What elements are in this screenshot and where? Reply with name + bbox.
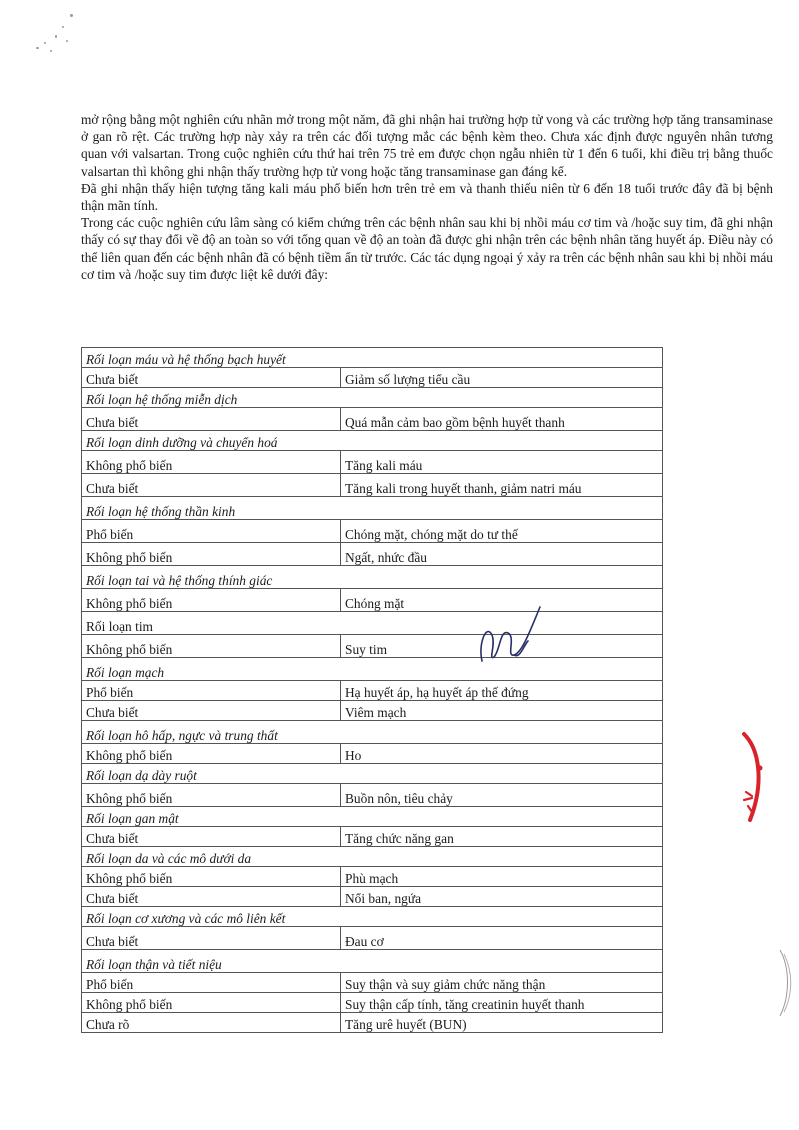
table-row — [82, 827, 663, 847]
table-row — [82, 973, 663, 993]
table-row — [82, 408, 663, 431]
body-text — [81, 111, 773, 283]
table-row — [82, 867, 663, 887]
category-cell: Rối loạn tim — [82, 612, 663, 635]
table-row — [82, 701, 663, 721]
category-row — [82, 497, 663, 520]
effect-cell: Hạ huyết áp, hạ huyết áp thế đứng — [341, 681, 663, 701]
effect-cell: Chóng mặt — [341, 589, 663, 612]
category-row — [82, 348, 663, 368]
effect-cell: Tăng kali trong huyết thanh, giảm natri máu — [341, 474, 663, 497]
category-row — [82, 431, 663, 451]
paragraph-2: Đã ghi nhận thấy hiện tượng tăng kali máu phổ biến hơn trên trẻ em và thanh thiếu niên từ 6 đến 18 tuổi trước đây đã bị bệnh thận mãn tính. — [81, 180, 773, 214]
frequency-cell: Phổ biến — [82, 520, 341, 543]
category-row — [82, 566, 663, 589]
effect-cell: Phù mạch — [341, 867, 663, 887]
frequency-cell: Không phổ biến — [82, 867, 341, 887]
table-row — [82, 543, 663, 566]
frequency-cell: Phổ biến — [82, 681, 341, 701]
table-row — [82, 744, 663, 764]
category-cell: Rối loạn thận và tiết niệu — [82, 950, 663, 973]
effect-cell: Suy thận cấp tính, tăng creatinin huyết thanh — [341, 993, 663, 1013]
effect-cell: Đau cơ — [341, 927, 663, 950]
frequency-cell: Chưa biết — [82, 887, 341, 907]
table-row — [82, 368, 663, 388]
category-cell: Rối loạn hô hấp, ngực và trung thất — [82, 721, 663, 744]
frequency-cell: Chưa biết — [82, 701, 341, 721]
effect-cell: Quá mẫn cảm bao gồm bệnh huyết thanh — [341, 408, 663, 431]
frequency-cell: Không phổ biến — [82, 744, 341, 764]
category-cell: Rối loạn dinh dưỡng và chuyển hoá — [82, 431, 663, 451]
effect-cell: Ngất, nhức đầu — [341, 543, 663, 566]
frequency-cell: Không phổ biến — [82, 784, 341, 807]
category-row — [82, 658, 663, 681]
category-row — [82, 847, 663, 867]
effect-cell: Nổi ban, ngứa — [341, 887, 663, 907]
table-row — [82, 474, 663, 497]
frequency-cell: Chưa biết — [82, 827, 341, 847]
effect-cell: Tăng urê huyết (BUN) — [341, 1013, 663, 1033]
category-cell: Rối loạn tai và hệ thống thính giác — [82, 566, 663, 589]
stamp-fragment-icon — [738, 728, 778, 828]
effect-cell: Tăng chức năng gan — [341, 827, 663, 847]
paragraph-1: mở rộng bằng một nghiên cứu nhãn mở trong một năm, đã ghi nhận hai trường hợp tử vong và các trường hợp tăng transaminase ở gan rõ rệt. Các trường hợp này xảy ra trên các đối tượng mắc các bệnh kèm theo. Chưa xác định được nguyên nhân tương quan với valsartan. Trong cuộc nghiên cứu thứ hai trên 75 trẻ em được chọn ngẫu nhiên từ 1 đến 6 tuổi, khi điều trị bằng thuốc valsartan thì không ghi nhận thấy trường hợp tử vong hoặc tăng transaminase gan đáng kể. — [81, 112, 773, 179]
table-row — [82, 681, 663, 701]
effect-cell: Chóng mặt, chóng mặt do tư thế — [341, 520, 663, 543]
category-row — [82, 764, 663, 784]
frequency-cell: Không phổ biến — [82, 589, 341, 612]
effect-cell: Tăng kali máu — [341, 451, 663, 474]
category-cell: Rối loạn máu và hệ thống bạch huyết — [82, 348, 663, 368]
category-row — [82, 388, 663, 408]
effect-cell: Ho — [341, 744, 663, 764]
page-fold-mark — [776, 948, 796, 1018]
frequency-cell: Chưa rõ — [82, 1013, 341, 1033]
frequency-cell: Không phổ biến — [82, 993, 341, 1013]
table-row — [82, 451, 663, 474]
table-row — [82, 1013, 663, 1033]
category-cell: Rối loạn da và các mô dưới da — [82, 847, 663, 867]
effect-cell: Buồn nôn, tiêu chảy — [341, 784, 663, 807]
table-row — [82, 520, 663, 543]
category-row — [82, 612, 663, 635]
frequency-cell: Không phổ biến — [82, 451, 341, 474]
category-row — [82, 950, 663, 973]
frequency-cell: Chưa biết — [82, 474, 341, 497]
effect-cell: Viêm mạch — [341, 701, 663, 721]
table-row — [82, 589, 663, 612]
category-cell: Rối loạn hệ thống thần kinh — [82, 497, 663, 520]
table-row — [82, 887, 663, 907]
frequency-cell: Chưa biết — [82, 927, 341, 950]
frequency-cell: Không phổ biến — [82, 635, 341, 658]
category-row — [82, 807, 663, 827]
signature-mark — [470, 595, 560, 675]
table-row — [82, 993, 663, 1013]
category-cell: Rối loạn mạch — [82, 658, 663, 681]
effect-cell: Suy thận và suy giảm chức năng thận — [341, 973, 663, 993]
table-row — [82, 635, 663, 658]
table-row — [82, 784, 663, 807]
frequency-cell: Chưa biết — [82, 408, 341, 431]
effect-cell: Giảm số lượng tiểu cầu — [341, 368, 663, 388]
frequency-cell: Không phổ biến — [82, 543, 341, 566]
category-row — [82, 721, 663, 744]
table-row — [82, 927, 663, 950]
category-cell: Rối loạn cơ xương và các mô liên kết — [82, 907, 663, 927]
frequency-cell: Phổ biến — [82, 973, 341, 993]
category-cell: Rối loạn gan mật — [82, 807, 663, 827]
category-cell: Rối loạn hệ thống miễn dịch — [82, 388, 663, 408]
frequency-cell: Chưa biết — [82, 368, 341, 388]
category-cell: Rối loạn dạ dày ruột — [82, 764, 663, 784]
category-row — [82, 907, 663, 927]
adverse-effects-table — [81, 347, 663, 1033]
paragraph-3: Trong các cuộc nghiên cứu lâm sàng có kiểm chứng trên các bệnh nhân sau khi bị nhồi máu cơ tim và /hoặc suy tim, đã ghi nhận thấy có sự thay đổi về độ an toàn so với tổng quan về độ an toàn đã được ghi nhận trên các bệnh nhân tăng huyết áp. Điều này có thể liên quan đến các bệnh nhân đã có bệnh tiềm ẩn từ trước. Các tác dụng ngoại ý xảy ra trên các bệnh nhân sau khi bị nhồi máu cơ tim và /hoặc suy tim được liệt kê dưới đây: — [81, 215, 773, 282]
effect-cell: Suy tim — [341, 635, 663, 658]
